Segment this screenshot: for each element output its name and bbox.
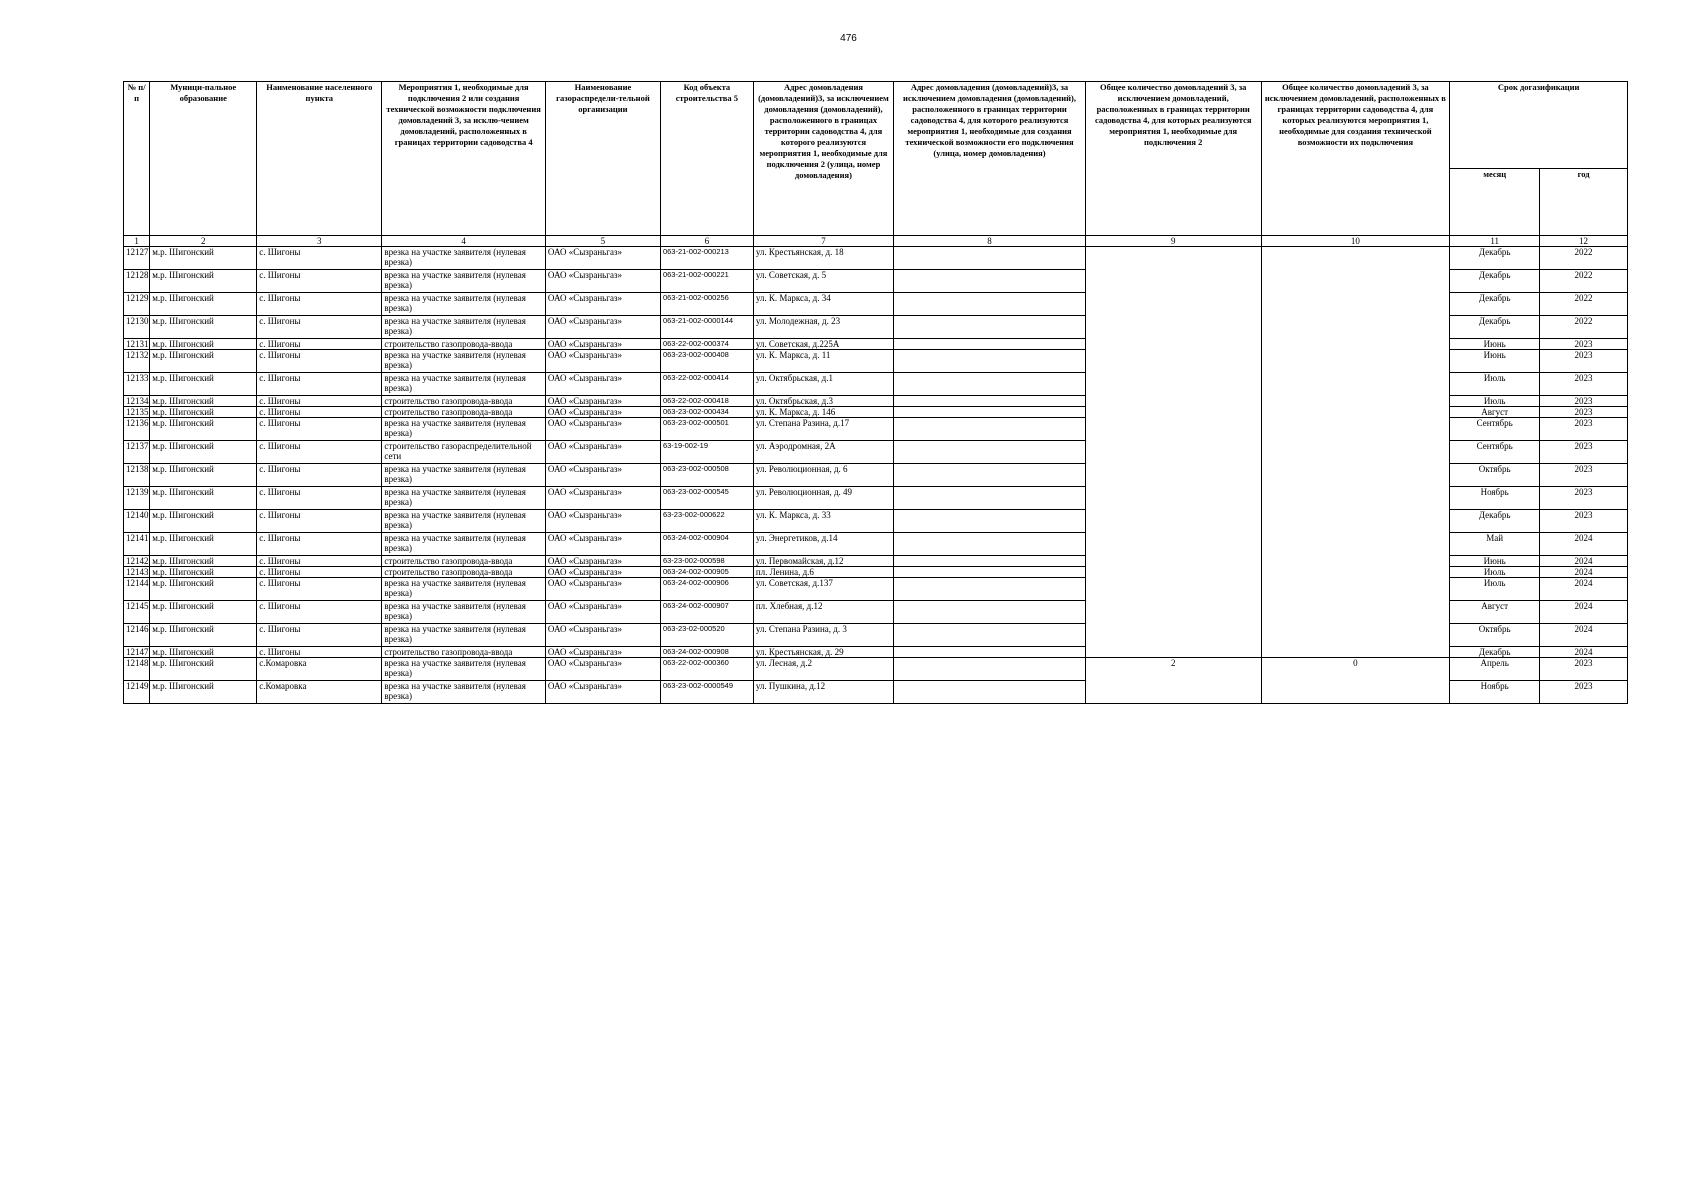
year-cell: 2024: [1540, 624, 1628, 647]
month-cell: Ноябрь: [1450, 487, 1540, 510]
object-code-cell: 63-19-002-19: [660, 441, 753, 464]
object-code-cell: 63-23-002-000622: [660, 510, 753, 533]
year-cell: 2023: [1540, 407, 1628, 418]
address-cell: пл. Ленина, д.6: [753, 567, 893, 578]
column-number: 3: [257, 236, 382, 247]
measure-cell: строительство газораспределительной сети: [382, 441, 546, 464]
month-cell: Июль: [1450, 578, 1540, 601]
month-cell: Декабрь: [1450, 510, 1540, 533]
settlement-cell: с. Шигоны: [257, 396, 382, 407]
municipality-cell: м.р. Шигонский: [150, 556, 257, 567]
header-object-code: Код объекта строительства 5: [660, 82, 753, 236]
column-number: 5: [545, 236, 660, 247]
organization-cell: ОАО «Сызраньгаз»: [545, 316, 660, 339]
object-code-cell: 063-23-002-000408: [660, 350, 753, 373]
settlement-cell: с. Шигоны: [257, 373, 382, 396]
row-number: 12127: [124, 247, 150, 270]
measure-cell: врезка на участке заявителя (нулевая врезка): [382, 681, 546, 704]
row-number: 12133: [124, 373, 150, 396]
settlement-cell: с. Шигоны: [257, 407, 382, 418]
municipality-cell: м.р. Шигонский: [150, 247, 257, 270]
header-settlement: Наименование населенного пункта: [257, 82, 382, 236]
header-row: [124, 82, 1628, 169]
organization-cell: ОАО «Сызраньгаз»: [545, 293, 660, 316]
municipality-cell: м.р. Шигонский: [150, 510, 257, 533]
row-number: 12130: [124, 316, 150, 339]
address-cell: ул. Революционная, д. 49: [753, 487, 893, 510]
address-cell: ул. Октябрьская, д.1: [753, 373, 893, 396]
month-cell: Август: [1450, 601, 1540, 624]
measure-cell: врезка на участке заявителя (нулевая врезка): [382, 658, 546, 681]
municipality-cell: м.р. Шигонский: [150, 270, 257, 293]
address-capability-cell: [894, 601, 1086, 624]
count-connection-cell: [1085, 247, 1261, 658]
table-row: [124, 247, 1628, 270]
organization-cell: ОАО «Сызраньгаз»: [545, 624, 660, 647]
address-cell: ул. Степана Разина, д.17: [753, 418, 893, 441]
row-number: 12145: [124, 601, 150, 624]
header-measures: Мероприятия 1, необходимые для подключения 2 или создания технической возможности подключения домовладений 3, за исклю-чением домовладений, расположенных в границах территории садоводства 4: [382, 82, 546, 236]
municipality-cell: м.р. Шигонский: [150, 567, 257, 578]
organization-cell: ОАО «Сызраньгаз»: [545, 681, 660, 704]
row-number: 12140: [124, 510, 150, 533]
row-number: 12142: [124, 556, 150, 567]
settlement-cell: с. Шигоны: [257, 339, 382, 350]
column-number: 12: [1540, 236, 1628, 247]
header-deadline: Срок догазификации: [1450, 82, 1628, 169]
measure-cell: врезка на участке заявителя (нулевая врезка): [382, 373, 546, 396]
organization-cell: ОАО «Сызраньгаз»: [545, 464, 660, 487]
address-capability-cell: [894, 567, 1086, 578]
address-capability-cell: [894, 339, 1086, 350]
object-code-cell: 063-23-002-000501: [660, 418, 753, 441]
settlement-cell: с. Шигоны: [257, 487, 382, 510]
settlement-cell: с. Шигоны: [257, 270, 382, 293]
row-number: 12129: [124, 293, 150, 316]
column-number: 2: [150, 236, 257, 247]
address-capability-cell: [894, 350, 1086, 373]
measure-cell: строительство газопровода-ввода: [382, 567, 546, 578]
municipality-cell: м.р. Шигонский: [150, 464, 257, 487]
month-cell: Май: [1450, 533, 1540, 556]
municipality-cell: м.р. Шигонский: [150, 681, 257, 704]
measure-cell: врезка на участке заявителя (нулевая врезка): [382, 578, 546, 601]
settlement-cell: с. Шигоны: [257, 464, 382, 487]
year-cell: 2023: [1540, 510, 1628, 533]
address-capability-cell: [894, 441, 1086, 464]
address-cell: ул. К. Маркса, д. 33: [753, 510, 893, 533]
object-code-cell: 063-24-002-000906: [660, 578, 753, 601]
year-cell: 2022: [1540, 316, 1628, 339]
municipality-cell: м.р. Шигонский: [150, 350, 257, 373]
column-number: 10: [1261, 236, 1450, 247]
measure-cell: врезка на участке заявителя (нулевая врезка): [382, 510, 546, 533]
year-cell: 2023: [1540, 350, 1628, 373]
settlement-cell: с. Шигоны: [257, 350, 382, 373]
column-number: 4: [382, 236, 546, 247]
month-cell: Июнь: [1450, 556, 1540, 567]
address-capability-cell: [894, 578, 1086, 601]
measure-cell: врезка на участке заявителя (нулевая врезка): [382, 487, 546, 510]
address-capability-cell: [894, 407, 1086, 418]
year-cell: 2022: [1540, 247, 1628, 270]
organization-cell: ОАО «Сызраньгаз»: [545, 510, 660, 533]
object-code-cell: 063-24-002-000908: [660, 647, 753, 658]
year-cell: 2023: [1540, 681, 1628, 704]
municipality-cell: м.р. Шигонский: [150, 407, 257, 418]
measure-cell: врезка на участке заявителя (нулевая врезка): [382, 293, 546, 316]
address-cell: ул. Революционная, д. 6: [753, 464, 893, 487]
object-code-cell: 063-22-002-000414: [660, 373, 753, 396]
address-capability-cell: [894, 396, 1086, 407]
measure-cell: врезка на участке заявителя (нулевая врезка): [382, 350, 546, 373]
row-number: 12136: [124, 418, 150, 441]
header-month: месяц: [1450, 169, 1540, 236]
measure-cell: врезка на участке заявителя (нулевая врезка): [382, 624, 546, 647]
settlement-cell: с.Комаровка: [257, 681, 382, 704]
header-address-connection: Адрес домовладения (домовладений)3, за исключением домовладения (домовладений), расположенного в границах территории садоводства 4, для которого реализуются мероприятия 1, необходимые для подключения 2 (улица, номер домовладения): [753, 82, 893, 236]
organization-cell: ОАО «Сызраньгаз»: [545, 407, 660, 418]
column-number: 1: [124, 236, 150, 247]
municipality-cell: м.р. Шигонский: [150, 293, 257, 316]
table-row: [124, 658, 1628, 681]
address-capability-cell: [894, 658, 1086, 681]
organization-cell: ОАО «Сызраньгаз»: [545, 578, 660, 601]
header-organization: Наименование газораспредели-тельной организации: [545, 82, 660, 236]
organization-cell: ОАО «Сызраньгаз»: [545, 567, 660, 578]
municipality-cell: м.р. Шигонский: [150, 533, 257, 556]
address-cell: пл. Хлебная, д.12: [753, 601, 893, 624]
measure-cell: врезка на участке заявителя (нулевая врезка): [382, 247, 546, 270]
object-code-cell: 063-22-002-000374: [660, 339, 753, 350]
header-count-connection: Общее количество домовладений 3, за исключением домовладений, расположенных в границах территории садоводства 4, для которых реализуются мероприятия 1, необходимые для подключения 2: [1085, 82, 1261, 236]
municipality-cell: м.р. Шигонский: [150, 339, 257, 350]
measure-cell: строительство газопровода-ввода: [382, 407, 546, 418]
settlement-cell: с. Шигоны: [257, 418, 382, 441]
object-code-cell: 063-24-002-000905: [660, 567, 753, 578]
row-number: 12138: [124, 464, 150, 487]
object-code-cell: 063-23-02-000520: [660, 624, 753, 647]
measure-cell: строительство газопровода-ввода: [382, 556, 546, 567]
gasification-table: [123, 81, 1628, 704]
settlement-cell: с. Шигоны: [257, 441, 382, 464]
settlement-cell: с. Шигоны: [257, 567, 382, 578]
month-cell: Июль: [1450, 373, 1540, 396]
settlement-cell: с. Шигоны: [257, 510, 382, 533]
year-cell: 2024: [1540, 647, 1628, 658]
measure-cell: врезка на участке заявителя (нулевая врезка): [382, 418, 546, 441]
year-cell: 2023: [1540, 658, 1628, 681]
municipality-cell: м.р. Шигонский: [150, 441, 257, 464]
year-cell: 2023: [1540, 487, 1628, 510]
header-num: № п/п: [124, 82, 150, 236]
header-year: год: [1540, 169, 1628, 236]
object-code-cell: 063-21-002-000256: [660, 293, 753, 316]
column-number-row: [124, 236, 1628, 247]
month-cell: Декабрь: [1450, 270, 1540, 293]
municipality-cell: м.р. Шигонский: [150, 487, 257, 510]
column-number: 9: [1085, 236, 1261, 247]
settlement-cell: с. Шигоны: [257, 316, 382, 339]
object-code-cell: 063-21-002-0000144: [660, 316, 753, 339]
month-cell: Декабрь: [1450, 293, 1540, 316]
organization-cell: ОАО «Сызраньгаз»: [545, 556, 660, 567]
address-cell: ул. Аэродромная, 2А: [753, 441, 893, 464]
organization-cell: ОАО «Сызраньгаз»: [545, 487, 660, 510]
municipality-cell: м.р. Шигонский: [150, 373, 257, 396]
year-cell: 2023: [1540, 464, 1628, 487]
settlement-cell: с. Шигоны: [257, 601, 382, 624]
organization-cell: ОАО «Сызраньгаз»: [545, 658, 660, 681]
table-body: [124, 236, 1628, 704]
month-cell: Ноябрь: [1450, 681, 1540, 704]
municipality-cell: м.р. Шигонский: [150, 647, 257, 658]
address-capability-cell: [894, 373, 1086, 396]
address-capability-cell: [894, 316, 1086, 339]
month-cell: Сентябрь: [1450, 418, 1540, 441]
count-capability-cell: 0: [1261, 658, 1450, 704]
organization-cell: ОАО «Сызраньгаз»: [545, 247, 660, 270]
settlement-cell: с.Комаровка: [257, 658, 382, 681]
row-number: 12147: [124, 647, 150, 658]
month-cell: Июнь: [1450, 339, 1540, 350]
address-capability-cell: [894, 464, 1086, 487]
object-code-cell: 063-22-002-000418: [660, 396, 753, 407]
month-cell: Апрель: [1450, 658, 1540, 681]
row-number: 12146: [124, 624, 150, 647]
organization-cell: ОАО «Сызраньгаз»: [545, 533, 660, 556]
address-capability-cell: [894, 270, 1086, 293]
measure-cell: врезка на участке заявителя (нулевая врезка): [382, 464, 546, 487]
address-capability-cell: [894, 510, 1086, 533]
address-cell: ул. Октябрьская, д.3: [753, 396, 893, 407]
year-cell: 2023: [1540, 396, 1628, 407]
municipality-cell: м.р. Шигонский: [150, 578, 257, 601]
object-code-cell: 063-24-002-000907: [660, 601, 753, 624]
month-cell: Июль: [1450, 396, 1540, 407]
year-cell: 2024: [1540, 578, 1628, 601]
address-cell: ул. Советская, д. 5: [753, 270, 893, 293]
municipality-cell: м.р. Шигонский: [150, 396, 257, 407]
count-capability-cell: [1261, 247, 1450, 658]
month-cell: Декабрь: [1450, 316, 1540, 339]
organization-cell: ОАО «Сызраньгаз»: [545, 350, 660, 373]
row-number: 12148: [124, 658, 150, 681]
measure-cell: строительство газопровода-ввода: [382, 647, 546, 658]
address-cell: ул. Крестьянская, д. 29: [753, 647, 893, 658]
measure-cell: врезка на участке заявителя (нулевая врезка): [382, 601, 546, 624]
measure-cell: строительство газопровода-ввода: [382, 396, 546, 407]
month-cell: Октябрь: [1450, 624, 1540, 647]
year-cell: 2024: [1540, 533, 1628, 556]
organization-cell: ОАО «Сызраньгаз»: [545, 270, 660, 293]
count-connection-cell: 2: [1085, 658, 1261, 704]
row-number: 12141: [124, 533, 150, 556]
column-number: 6: [660, 236, 753, 247]
settlement-cell: с. Шигоны: [257, 556, 382, 567]
address-cell: ул. Энергетиков, д.14: [753, 533, 893, 556]
header-municipality: Муници-пальное образование: [150, 82, 257, 236]
row-number: 12143: [124, 567, 150, 578]
measure-cell: строительство газопровода-ввода: [382, 339, 546, 350]
year-cell: 2023: [1540, 418, 1628, 441]
address-capability-cell: [894, 647, 1086, 658]
year-cell: 2022: [1540, 270, 1628, 293]
month-cell: Август: [1450, 407, 1540, 418]
header-count-capability: Общее количество домовладений 3, за исключением домовладений, расположенных в границах территории садоводства 4, для которых реализуются мероприятия 1, необходимые для создания технической возможности их подключения: [1261, 82, 1450, 236]
organization-cell: ОАО «Сызраньгаз»: [545, 373, 660, 396]
address-cell: ул. Степана Разина, д. 3: [753, 624, 893, 647]
address-capability-cell: [894, 533, 1086, 556]
municipality-cell: м.р. Шигонский: [150, 601, 257, 624]
object-code-cell: 063-22-002-000360: [660, 658, 753, 681]
settlement-cell: с. Шигоны: [257, 578, 382, 601]
object-code-cell: 063-24-002-000904: [660, 533, 753, 556]
header-address-capability: Адрес домовладения (домовладений)3, за исключением домовладения (домовладений), расположенного в границах территории садоводства 4, для которого реализуются мероприятия 1, необходимые для создания технической возможности его подключения (улица, номер домовладения): [894, 82, 1086, 236]
month-cell: Октябрь: [1450, 464, 1540, 487]
year-cell: 2024: [1540, 601, 1628, 624]
address-capability-cell: [894, 681, 1086, 704]
column-number: 11: [1450, 236, 1540, 247]
row-number: 12134: [124, 396, 150, 407]
organization-cell: ОАО «Сызраньгаз»: [545, 601, 660, 624]
month-cell: Июль: [1450, 567, 1540, 578]
year-cell: 2022: [1540, 293, 1628, 316]
municipality-cell: м.р. Шигонский: [150, 316, 257, 339]
address-capability-cell: [894, 624, 1086, 647]
column-number: 8: [894, 236, 1086, 247]
year-cell: 2023: [1540, 339, 1628, 350]
month-cell: Сентябрь: [1450, 441, 1540, 464]
row-number: 12144: [124, 578, 150, 601]
object-code-cell: 63-23-002-000598: [660, 556, 753, 567]
year-cell: 2024: [1540, 556, 1628, 567]
address-capability-cell: [894, 293, 1086, 316]
row-number: 12139: [124, 487, 150, 510]
organization-cell: ОАО «Сызраньгаз»: [545, 441, 660, 464]
row-number: 12132: [124, 350, 150, 373]
object-code-cell: 063-23-002-000434: [660, 407, 753, 418]
address-cell: ул. Советская, д.137: [753, 578, 893, 601]
address-cell: ул. К. Маркса, д. 146: [753, 407, 893, 418]
row-number: 12135: [124, 407, 150, 418]
settlement-cell: с. Шигоны: [257, 293, 382, 316]
month-cell: Декабрь: [1450, 647, 1540, 658]
column-number: 7: [753, 236, 893, 247]
settlement-cell: с. Шигоны: [257, 533, 382, 556]
organization-cell: ОАО «Сызраньгаз»: [545, 396, 660, 407]
address-cell: ул. Крестьянская, д. 18: [753, 247, 893, 270]
address-cell: ул. Лесная, д.2: [753, 658, 893, 681]
organization-cell: ОАО «Сызраньгаз»: [545, 647, 660, 658]
month-cell: Июнь: [1450, 350, 1540, 373]
address-capability-cell: [894, 556, 1086, 567]
object-code-cell: 063-23-002-000508: [660, 464, 753, 487]
organization-cell: ОАО «Сызраньгаз»: [545, 339, 660, 350]
address-cell: ул. Первомайская, д.12: [753, 556, 893, 567]
year-cell: 2023: [1540, 373, 1628, 396]
municipality-cell: м.р. Шигонский: [150, 418, 257, 441]
measure-cell: врезка на участке заявителя (нулевая врезка): [382, 533, 546, 556]
organization-cell: ОАО «Сызраньгаз»: [545, 418, 660, 441]
address-cell: ул. Молодежная, д. 23: [753, 316, 893, 339]
address-capability-cell: [894, 247, 1086, 270]
settlement-cell: с. Шигоны: [257, 624, 382, 647]
address-capability-cell: [894, 418, 1086, 441]
page-number: 476: [840, 33, 857, 44]
measure-cell: врезка на участке заявителя (нулевая врезка): [382, 316, 546, 339]
address-cell: ул. К. Маркса, д. 11: [753, 350, 893, 373]
row-number: 12137: [124, 441, 150, 464]
object-code-cell: 063-21-002-000213: [660, 247, 753, 270]
object-code-cell: 063-21-002-000221: [660, 270, 753, 293]
address-cell: ул. Советская, д.225А: [753, 339, 893, 350]
address-cell: ул. Пушкина, д.12: [753, 681, 893, 704]
settlement-cell: с. Шигоны: [257, 647, 382, 658]
year-cell: 2023: [1540, 441, 1628, 464]
year-cell: 2024: [1540, 567, 1628, 578]
settlement-cell: с. Шигоны: [257, 247, 382, 270]
municipality-cell: м.р. Шигонский: [150, 658, 257, 681]
row-number: 12128: [124, 270, 150, 293]
month-cell: Декабрь: [1450, 247, 1540, 270]
municipality-cell: м.р. Шигонский: [150, 624, 257, 647]
address-cell: ул. К. Маркса, д. 34: [753, 293, 893, 316]
object-code-cell: 063-23-002-0000549: [660, 681, 753, 704]
measure-cell: врезка на участке заявителя (нулевая врезка): [382, 270, 546, 293]
object-code-cell: 063-23-002-000545: [660, 487, 753, 510]
row-number: 12149: [124, 681, 150, 704]
row-number: 12131: [124, 339, 150, 350]
address-capability-cell: [894, 487, 1086, 510]
